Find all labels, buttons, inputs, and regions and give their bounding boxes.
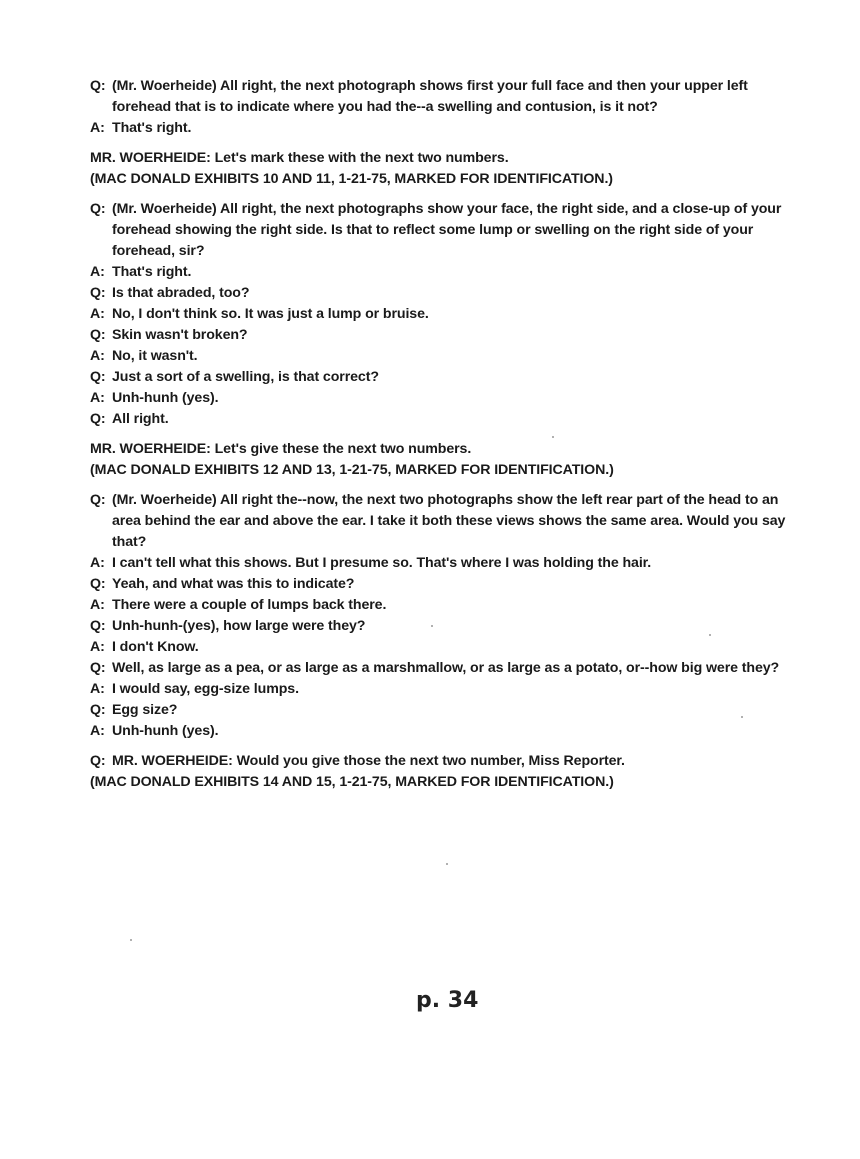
speaker-label: A: [90,723,105,739]
line-text: Yeah, and what was this to indicate? [112,576,355,592]
scan-speck [431,625,433,627]
qa-line [90,304,802,325]
exhibit-statement-4 [90,772,802,793]
line-text: Unh-hunh-(yes), how large were they? [112,618,366,634]
speaker-label: Q: [90,576,106,592]
line-text: I don't Know. [112,639,199,655]
qa-line [90,118,802,139]
speaker-label: A: [90,639,105,655]
exhibit-statement-2 [90,439,802,481]
qa-line [90,325,802,346]
qa-block-3 [90,490,802,742]
speaker-label: Q: [90,618,106,634]
statement-line: (MAC DONALD EXHIBITS 10 AND 11, 1-21-75, MARKED FOR IDENTIFICATION.) [90,171,613,187]
line-text: Just a sort of a swelling, is that correct? [112,369,379,385]
scan-speck [552,436,554,438]
page-number: p. 34 [416,988,479,1013]
speaker-label: Q: [90,753,106,769]
line-text: MR. WOERHEIDE: Would you give those the next two number, Miss Reporter. [112,753,625,769]
qa-line [90,283,802,304]
line-text: (Mr. Woerheide) All right, the next photographs show your face, the right side, and a close-up of your forehead showing the right side. Is that to reflect some lump or swelling on the right side of your forehead, sir? [112,201,782,259]
scan-speck [741,716,743,718]
line-text: Is that abraded, too? [112,285,250,301]
line-text: I would say, egg-size lumps. [112,681,299,697]
qa-line [90,409,802,430]
qa-line [90,388,802,409]
speaker-label: Q: [90,369,106,385]
qa-line [90,367,802,388]
qa-line [90,199,802,262]
speaker-label: A: [90,306,105,322]
speaker-label: A: [90,555,105,571]
transcript-body [90,76,802,793]
statement-line: MR. WOERHEIDE: Let's mark these with the next two numbers. [90,150,509,166]
qa-line [90,700,802,721]
speaker-label: A: [90,120,105,136]
line-text: Egg size? [112,702,178,718]
speaker-label: Q: [90,660,106,676]
line-text: That's right. [112,264,192,280]
speaker-label: Q: [90,411,106,427]
speaker-label: Q: [90,78,106,94]
qa-line [90,637,802,658]
qa-block-1 [90,76,802,139]
speaker-label: A: [90,348,105,364]
scan-speck [446,863,448,865]
speaker-label: Q: [90,285,106,301]
speaker-label: A: [90,264,105,280]
qa-block-4 [90,751,802,772]
qa-line [90,751,802,772]
line-text: All right. [112,411,169,427]
line-text: Unh-hunh (yes). [112,723,219,739]
qa-line [90,658,802,679]
line-text: (Mr. Woerheide) All right the--now, the next two photographs show the left rear part of the head to an area behind the ear and above the ear. I take it both these views shows the same area. Would you say that? [112,492,786,550]
line-text: I can't tell what this shows. But I presume so. That's where I was holding the hair. [112,555,652,571]
scan-speck [130,939,132,941]
qa-line [90,616,802,637]
speaker-label: Q: [90,702,106,718]
line-text: (Mr. Woerheide) All right, the next photograph shows first your full face and then your upper left forehead that is to indicate where you had the--a swelling and contusion, is it not? [112,78,748,115]
qa-line [90,679,802,700]
line-text: There were a couple of lumps back there. [112,597,387,613]
qa-line [90,721,802,742]
line-text: Well, as large as a pea, or as large as a marshmallow, or as large as a potato, or--how big were they? [112,660,780,676]
qa-line [90,595,802,616]
scan-speck [709,634,711,636]
qa-line [90,574,802,595]
speaker-label: Q: [90,327,106,343]
line-text: That's right. [112,120,192,136]
qa-block-2 [90,199,802,430]
qa-line [90,262,802,283]
qa-line [90,76,802,118]
qa-line [90,490,802,553]
line-text: No, I don't think so. It was just a lump or bruise. [112,306,429,322]
qa-line [90,346,802,367]
speaker-label: A: [90,597,105,613]
statement-line: MR. WOERHEIDE: Let's give these the next two numbers. [90,441,472,457]
speaker-label: A: [90,390,105,406]
statement-line: (MAC DONALD EXHIBITS 12 AND 13, 1-21-75, MARKED FOR IDENTIFICATION.) [90,462,614,478]
line-text: Unh-hunh (yes). [112,390,219,406]
speaker-label: A: [90,681,105,697]
exhibit-statement-1 [90,148,802,190]
qa-line [90,553,802,574]
speaker-label: Q: [90,201,106,217]
statement-line: (MAC DONALD EXHIBITS 14 AND 15, 1-21-75, MARKED FOR IDENTIFICATION.) [90,774,614,790]
speaker-label: Q: [90,492,106,508]
line-text: Skin wasn't broken? [112,327,248,343]
line-text: No, it wasn't. [112,348,198,364]
